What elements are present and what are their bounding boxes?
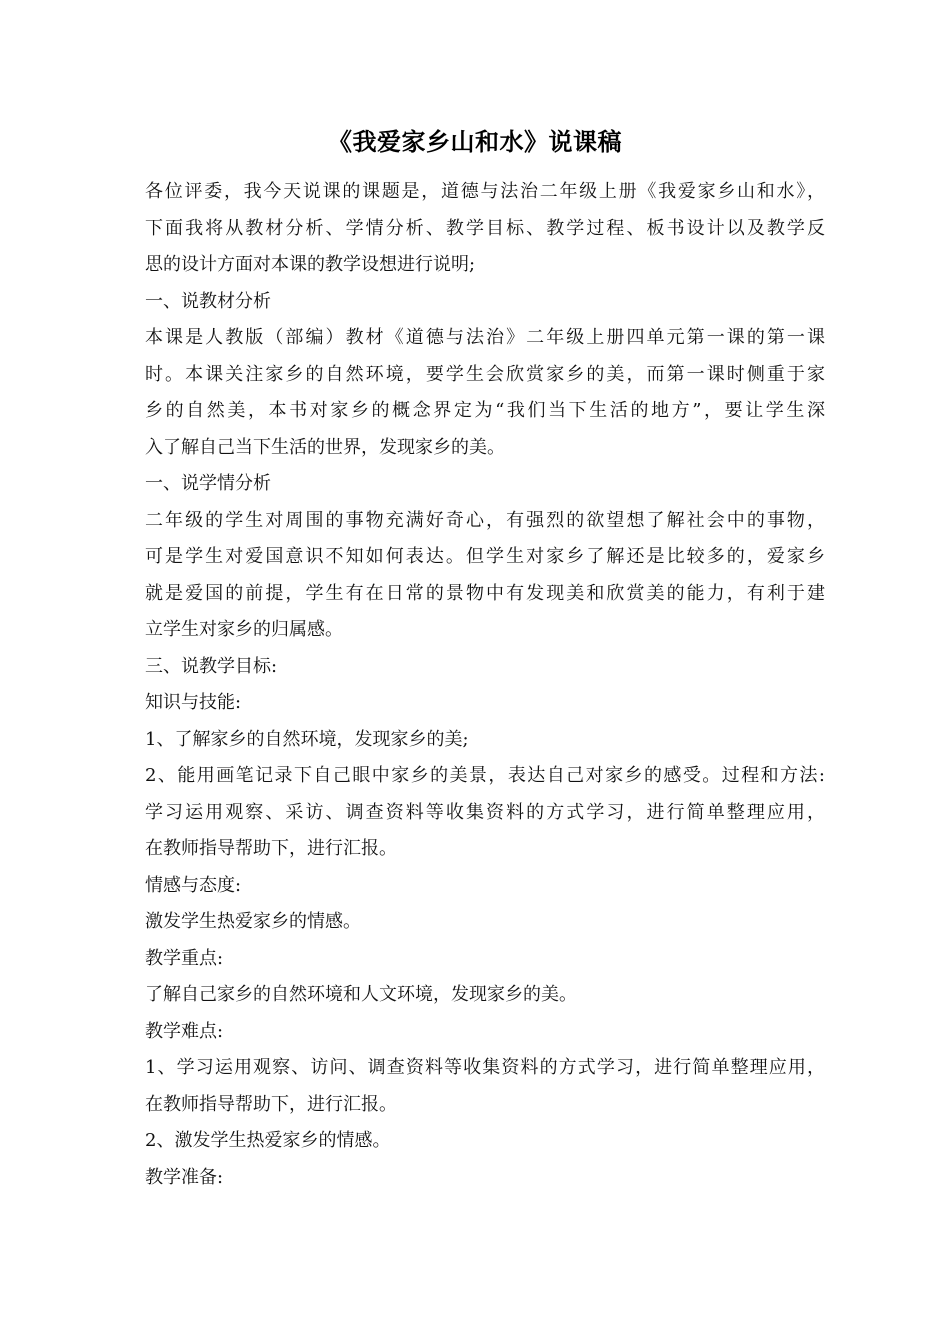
paragraph-line: 了解自己家乡的自然环境和人文环境，发现家乡的美。 [145,984,577,1005]
paragraph-line: 思的设计方面对本课的教学设想进行说明; [145,254,476,275]
subheading: 教学准备: [145,1166,224,1188]
paragraph-line: 激发学生热爱家乡的情感。 [145,911,361,932]
list-item: 2、激发学生热爱家乡的情感。 [145,1130,391,1151]
subheading: 情感与态度: [145,874,242,896]
paragraph-line: 时。本课关注家乡的自然环境，要学生会欣赏家乡的美，而第一课时侧重于家 [145,363,825,385]
paragraph-line: 就是爱国的前提，学生有在日常的景物中有发现美和欣赏美的能力，有利于建 [145,582,825,604]
paragraph-line: 学习运用观察、采访、调查资料等收集资料的方式学习，进行简单整理应用， [145,801,825,823]
paragraph-line: 立学生对家乡的归属感。 [145,619,343,640]
list-item: 1、学习运用观察、访问、调查资料等收集资料的方式学习，进行简单整理应用， [145,1057,825,1078]
section-heading: 三、说教学目标: [145,655,278,677]
paragraph-line: 各位评委，我今天说课的课题是，道德与法治二年级上册《我爱家乡山和水》， [145,181,825,202]
paragraph-line: 在教师指导帮助下，进行汇报。 [145,838,397,859]
paragraph-line: 入了解自己当下生活的世界，发现家乡的美。 [145,436,505,458]
subheading: 教学重点: [145,947,224,969]
paragraph-line: 下面我将从教材分析、学情分析、教学目标、教学过程、板书设计以及教学反 [145,217,825,239]
section-heading: 一、说教材分析 [145,290,271,312]
list-item: 1、了解家乡的自然环境，发现家乡的美; [145,728,469,750]
document-body [145,174,825,1196]
list-item: 2、能用画笔记录下自己眼中家乡的美景，表达自己对家乡的感受。过程和方法: [145,765,825,786]
paragraph-line: 可是学生对爱国意识不知如何表达。但学生对家乡了解还是比较多的，爱家乡 [145,546,825,567]
section-heading: 一、说学情分析 [145,473,271,494]
subheading: 教学难点: [145,1020,224,1042]
paragraph-line: 本课是人教版（部编）教材《道德与法治》二年级上册四单元第一课的第一课 [145,327,825,348]
paragraph-line: 在教师指导帮助下，进行汇报。 [145,1093,397,1115]
paragraph-line: 二年级的学生对周围的事物充满好奇心，有强烈的欲望想了解社会中的事物， [145,509,825,531]
subheading: 知识与技能: [145,692,242,713]
paragraph-line: 乡的自然美，本书对家乡的概念界定为“我们当下生活的地方”，要让学生深 [145,400,825,421]
document-title: 《我爱家乡山和水》说课稿 [328,128,622,156]
